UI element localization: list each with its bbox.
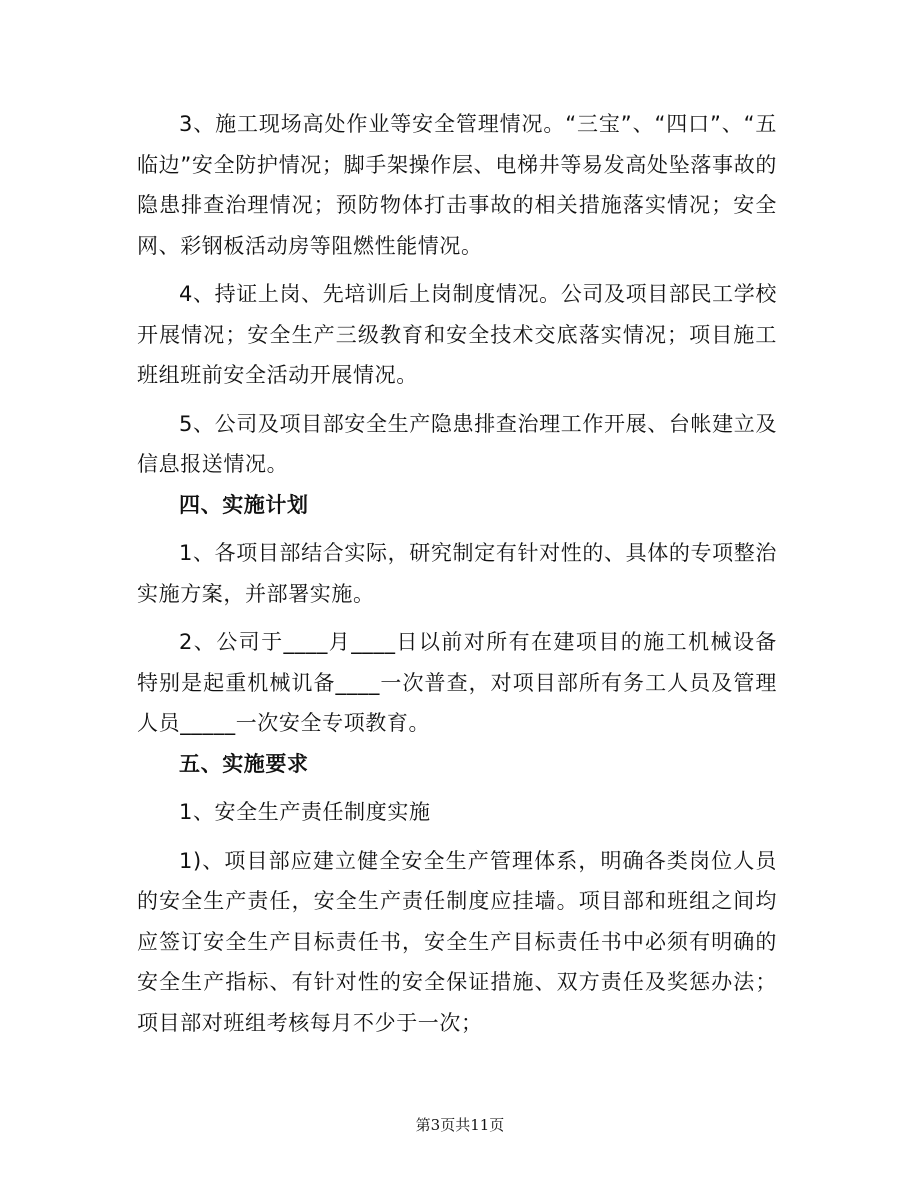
paragraph-item-3: 3、施工现场高处作业等安全管理情况。“三宝”、“四口”、“五临边”安全防护情况；脚手架操作层、电梯井等易发高处坠落事故的隐患排查治理情况；预防物体打击事故的相关措施落实情况；安全网、彩钢板活动房等阻燃性能情况。 <box>137 112 777 258</box>
subheading-safety-responsibility: 1、安全生产责任制度实施 <box>179 800 431 824</box>
section-heading-implementation-requirements: 五、实施要求 <box>179 751 309 776</box>
paragraph-item-5: 5、公司及项目部安全生产隐患排查治理工作开展、台帐建立及信息报送情况。 <box>137 411 777 476</box>
paragraph-requirement-1-1: 1)、项目部应建立健全安全生产管理体系，明确各类岗位人员的安全生产责任，安全生产责任制度应挂墙。项目部和班组之间均应签订安全生产目标责任书，安全生产目标责任书中必须有明确的安全生产指标、有针对性的安全保证措施、双方责任及奖惩办法；项目部对班组考核每月不少于一次； <box>137 848 777 1035</box>
page-number-footer: 第3页共11页 <box>415 1116 505 1134</box>
paragraph-plan-1: 1、各项目部结合实际，研究制定有针对性的、具体的专项整治实施方案，并部署实施。 <box>137 541 777 606</box>
paragraph-item-4: 4、持证上岗、先培训后上岗制度情况。公司及项目部民工学校开展情况；安全生产三级教育和安全技术交底落实情况；项目施工班组班前安全活动开展情况。 <box>137 282 777 387</box>
section-heading-implementation-plan: 四、实施计划 <box>179 492 309 517</box>
document-body <box>137 104 777 1043</box>
paragraph-plan-2: 2、公司于____月____日以前对所有在建项目的施工机械设备特别是起重机械讥备____一次普查，对项目部所有务工人员及管理人员_____一次安全专项教育。 <box>137 630 777 735</box>
